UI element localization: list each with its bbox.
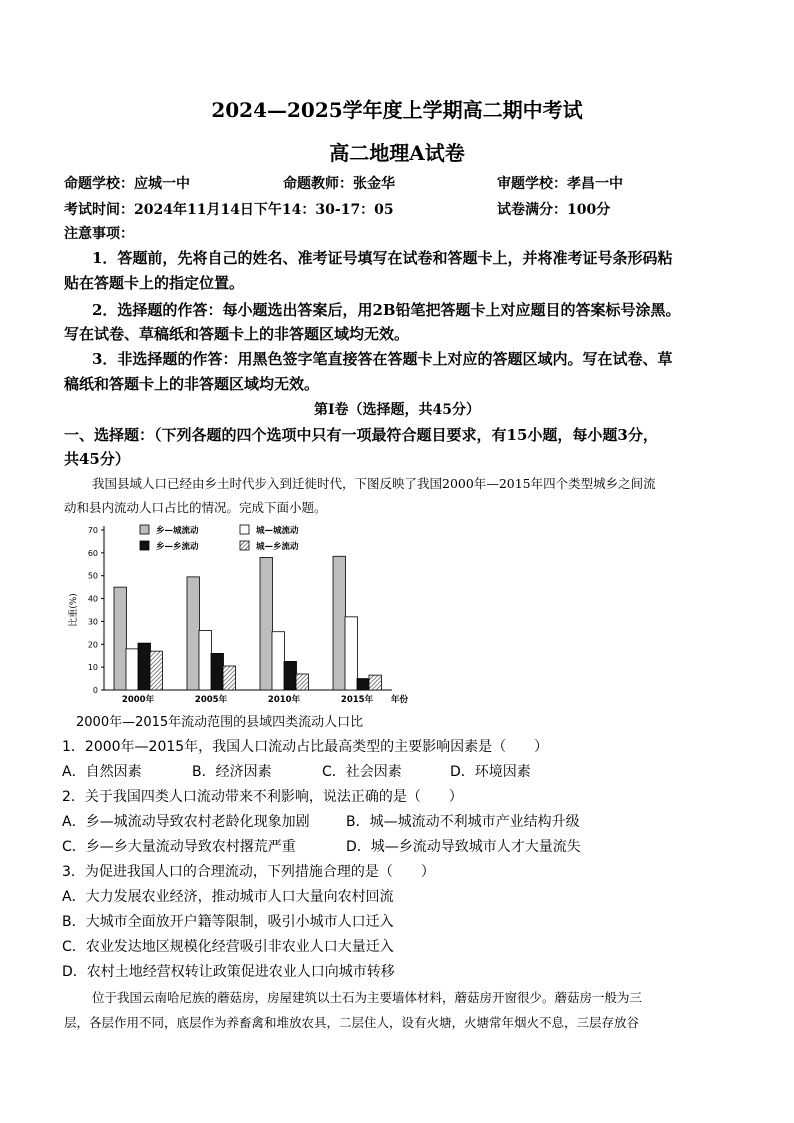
q2-stem: 2．关于我国四类人口流动带来不利影响，说法正确的是（ ） [62, 789, 463, 805]
y-tick-label: 60 [87, 548, 98, 558]
legend-swatch [240, 541, 249, 550]
bar-乡—城流动-2000年 [114, 587, 127, 690]
y-tick-label: 40 [87, 594, 98, 604]
legend-label: 城—城流动 [256, 526, 299, 536]
note-3-line-2: 稿纸和答题卡上的非答题区域均无效。 [64, 375, 320, 393]
intro-2-line-2: 层，各层作用不同，底层作为养畜禽和堆放农具，二层住人，设有火塘，火塘常年烟火不息，三层存放谷 [64, 1015, 640, 1030]
y-tick-label: 10 [87, 663, 98, 673]
section-heading-line-1: 一、选择题：（下列各题的四个选项中只有一项最符合题目要求，有15小题，每小题3分， [64, 426, 658, 444]
x-tick-label: 2005年 [194, 695, 228, 705]
bar-乡—城流动-2015年 [333, 556, 346, 690]
q2-option-a: A．乡—城流动导致农村老龄化现象加剧 [62, 814, 310, 830]
school-label: 命题学校：应城一中 [64, 176, 190, 192]
bar-城—城流动-2005年 [199, 631, 212, 690]
score-label: 试卷满分：100分 [497, 202, 611, 218]
intro-2-line-1: 位于我国云南哈尼族的蘑菇房，房屋建筑以土石为主要墙体材料，蘑菇房开窗很少。蘑菇房一般为三 [92, 990, 643, 1005]
q3-option-a: A．大力发展农业经济，推动城市人口大量向农村回流 [62, 889, 394, 905]
q3-option-d: D．农村土地经营权转让政策促进农业人口向城市转移 [62, 964, 395, 980]
q3-stem: 3．为促进我国人口的合理流动，下列措施合理的是（ ） [62, 864, 435, 880]
time-label: 考试时间：2024年11月14日下午14：30-17：05 [64, 202, 394, 218]
q1-option-d: D．环境因素 [450, 764, 531, 780]
legend-label: 城—乡流动 [256, 542, 299, 552]
y-tick-label: 70 [87, 526, 98, 535]
bar-乡—乡流动-2015年 [357, 679, 370, 690]
bar-乡—城流动-2005年 [187, 577, 200, 690]
legend-swatch [140, 525, 149, 534]
teacher-label: 命题教师：张金华 [283, 176, 395, 192]
q1-stem: 1．2000年—2015年，我国人口流动占比最高类型的主要影响因素是（ ） [62, 739, 549, 755]
y-axis-label: 比重(%) [69, 593, 79, 627]
bar-城—乡流动-2000年 [150, 651, 163, 690]
q2-option-b: B．城—城流动不利城市产业结构升级 [346, 814, 580, 830]
legend-label: 乡—乡流动 [156, 542, 199, 552]
y-tick-label: 50 [87, 571, 98, 581]
intro-1-line-2: 动和县内流动人口占比的情况。完成下面小题。 [64, 500, 327, 515]
note-3-line-1: 3．非选择题的作答：用黑色签字笔直接答在答题卡上对应的答题区域内。写在试卷、草 [92, 350, 673, 368]
exam-title: 2024—2025学年度上学期高二期中考试 [211, 98, 583, 122]
bar-乡—乡流动-2005年 [211, 653, 224, 690]
part-title: 第Ⅰ卷（选择题，共45分） [313, 402, 481, 418]
legend-swatch [240, 525, 249, 534]
review-label: 审题学校：孝昌一中 [497, 176, 623, 192]
x-tick-label: 2000年 [121, 695, 155, 705]
bar-乡—乡流动-2010年 [284, 661, 297, 690]
q3-option-b: B．大城市全面放开户籍等限制，吸引小城市人口迁入 [62, 914, 394, 930]
section-heading-line-2: 共45分） [64, 450, 130, 468]
bar-城—城流动-2010年 [272, 632, 285, 690]
x-axis-suffix-label: 年份 [391, 695, 409, 705]
chart-caption: 2000年—2015年流动范围的县域四类流动人口比 [76, 715, 364, 730]
note-1-line-2: 贴在答题卡上的指定位置。 [64, 274, 245, 292]
notes-heading: 注意事项： [64, 226, 134, 242]
x-tick-label: 2015年 [340, 695, 374, 705]
exam-subtitle: 高二地理A试卷 [329, 141, 465, 165]
q1-option-b: B．经济因素 [192, 764, 272, 780]
bar-乡—城流动-2010年 [260, 557, 273, 690]
y-tick-label: 0 [92, 686, 98, 695]
bar-城—城流动-2000年 [126, 649, 139, 690]
bar-乡—乡流动-2000年 [138, 643, 151, 690]
x-tick-label: 2010年 [267, 695, 301, 705]
q1-option-a: A．自然因素 [62, 764, 142, 780]
migration-bar-chart [62, 520, 422, 712]
legend-swatch [140, 541, 149, 550]
note-2-line-1: 2．选择题的作答：每小题选出答案后，用2B铅笔把答题卡上对应题目的答案标号涂黑。 [92, 301, 681, 319]
bar-城—城流动-2015年 [345, 617, 358, 690]
q2-option-c: C．乡—乡大量流动导致农村撂荒严重 [62, 839, 296, 855]
y-tick-label: 30 [87, 617, 98, 627]
q2-option-d: D．城—乡流动导致城市人才大量流失 [346, 839, 581, 855]
q1-option-c: C．社会因素 [322, 764, 402, 780]
bar-城—乡流动-2010年 [296, 674, 309, 690]
note-1-line-1: 1．答题前，先将自己的姓名、准考证号填写在试卷和答题卡上，并将准考证号条形码粘 [92, 249, 673, 267]
legend-label: 乡—城流动 [156, 526, 199, 536]
intro-1-line-1: 我国县域人口已经由乡土时代步入到迁徙时代，下图反映了我国2000年—2015年四个类型城乡之间流 [92, 476, 656, 491]
note-2-line-2: 写在试卷、草稿纸和答题卡上的非答题区域均无效。 [64, 325, 410, 343]
y-tick-label: 20 [87, 640, 98, 650]
q3-option-c: C．农业发达地区规模化经营吸引非农业人口大量迁入 [62, 939, 394, 955]
bar-城—乡流动-2005年 [223, 666, 236, 690]
bar-城—乡流动-2015年 [369, 675, 382, 690]
